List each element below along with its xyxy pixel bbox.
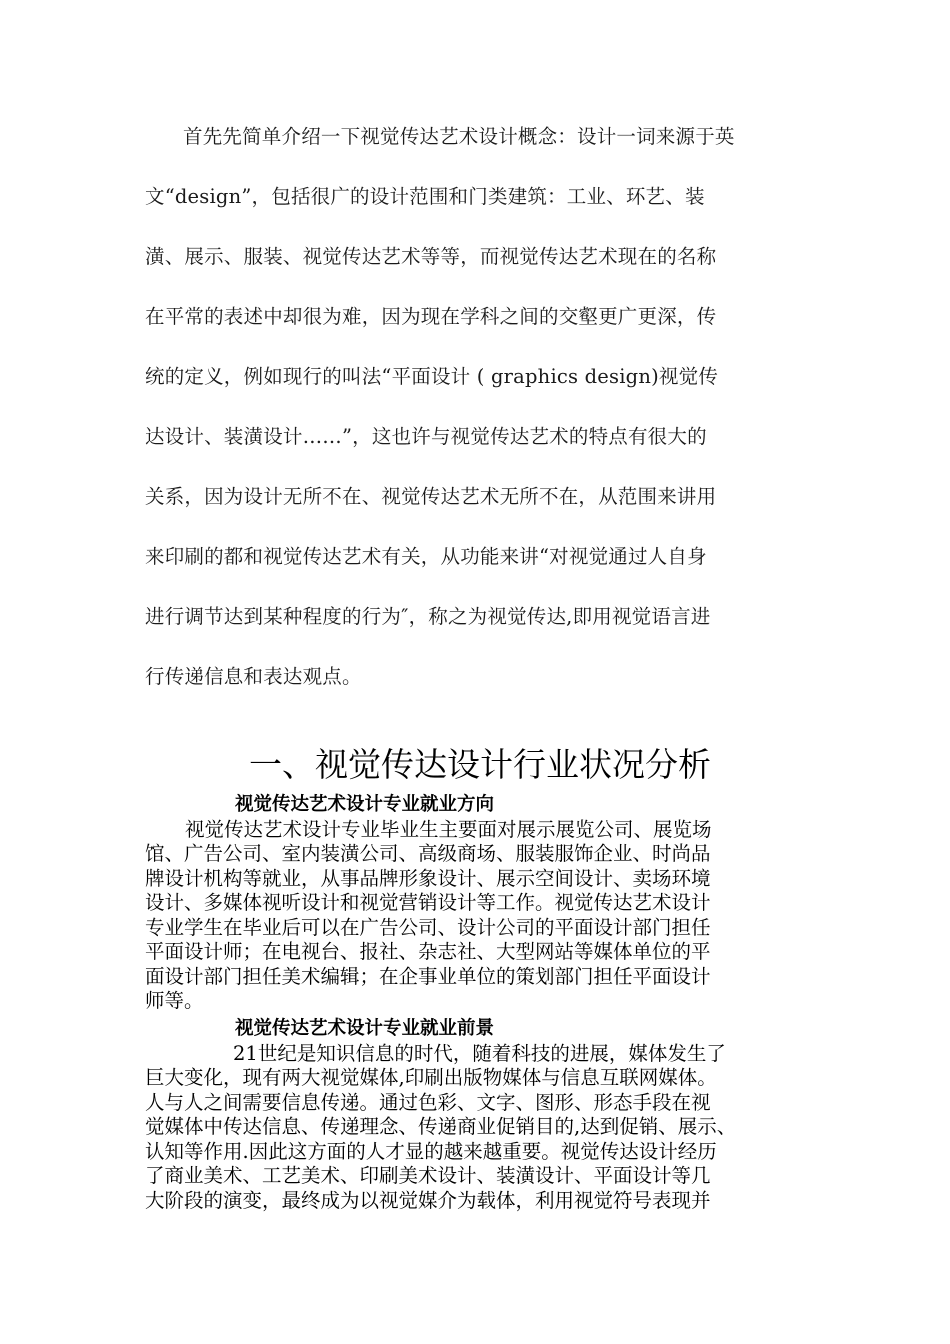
intro-line: 潢、展示、服装、视觉传达艺术等等，而视觉传达艺术现在的名称 bbox=[145, 245, 717, 268]
body-line: 大阶段的演变，最终成为以视觉媒介为载体，利用视觉符号表现并 bbox=[145, 1188, 711, 1212]
body-line: 牌设计机构等就业，从事品牌形象设计、展示空间设计、卖场环境 bbox=[145, 866, 711, 890]
subsection-title: 视觉传达艺术设计专业就业前景 bbox=[235, 1018, 495, 1039]
subsection-title: 视觉传达艺术设计专业就业方向 bbox=[235, 794, 495, 815]
intro-line: 统的定义，例如现行的叫法“平面设计 ( graphics design)视觉传 bbox=[145, 365, 719, 388]
employment-direction-section bbox=[145, 793, 835, 1014]
body-line: 认知等作用.因此这方面的人才显的越来越重要。视觉传达设计经历 bbox=[145, 1139, 717, 1163]
intro-line: 行传递信息和表达观点。 bbox=[145, 665, 362, 688]
body-line: 面设计部门担任美术编辑；在企事业单位的策划部门担任平面设计 bbox=[145, 964, 711, 988]
intro-line: 在平常的表述中却很为难，因为现在学科之间的交壑更广更深，传 bbox=[145, 305, 717, 328]
intro-line: 关系，因为设计无所不在、视觉传达艺术无所不在，从范围来讲用 bbox=[145, 485, 717, 508]
section-heading: 一、视觉传达设计行业状况分析 bbox=[249, 745, 711, 784]
body-line: 巨大变化，现有两大视觉媒体,印刷出版物媒体与信息互联网媒体。 bbox=[145, 1066, 717, 1089]
body-line: 视觉传达艺术设计专业毕业生主要面对展示展览公司、展览场 bbox=[185, 817, 712, 841]
employment-prospects-section bbox=[145, 1017, 835, 1213]
body-line: 设计、多媒体视听设计和视觉营销设计等工作。视觉传达艺术设计 bbox=[145, 891, 711, 914]
intro-line: 文“design”，包括很广的设计范围和门类建筑：工业、环艺、装 bbox=[145, 185, 705, 208]
body-line: 馆、广告公司、室内装潢公司、高级商场、服装服饰企业、时尚品 bbox=[145, 842, 711, 865]
body-line: 了商业美术、工艺美术、印刷美术设计、装潢设计、平面设计等几 bbox=[145, 1164, 711, 1187]
intro-line: 进行调节达到某种程度的行为″，称之为视觉传达,即用视觉语言进 bbox=[145, 605, 711, 628]
intro-paragraph bbox=[145, 118, 825, 718]
body-line: 平面设计师；在电视台、报社、杂志社、大型网站等媒体单位的平 bbox=[145, 940, 711, 963]
intro-line: 来印刷的都和视觉传达艺术有关，从功能来讲“对视觉通过人自身 bbox=[145, 545, 707, 568]
body-line: 人与人之间需要信息传递。通过色彩、文字、图形、形态手段在视 bbox=[145, 1090, 711, 1114]
body-line: 21世纪是知识信息的时代，随着科技的进展，媒体发生了 bbox=[233, 1041, 726, 1065]
intro-line: 达设计、装潢设计……”，这也许与视觉传达艺术的特点有很大的 bbox=[145, 425, 707, 448]
intro-line: 首先先简单介绍一下视觉传达艺术设计概念：设计一词来源于英 bbox=[183, 125, 735, 148]
body-line: 觉媒体中传达信息、传递理念、传递商业促销目的,达到促销、展示、 bbox=[145, 1115, 737, 1138]
body-line: 师等。 bbox=[145, 989, 204, 1012]
body-line: 专业学生在毕业后可以在广告公司、设计公司的平面设计部门担任 bbox=[145, 915, 711, 939]
